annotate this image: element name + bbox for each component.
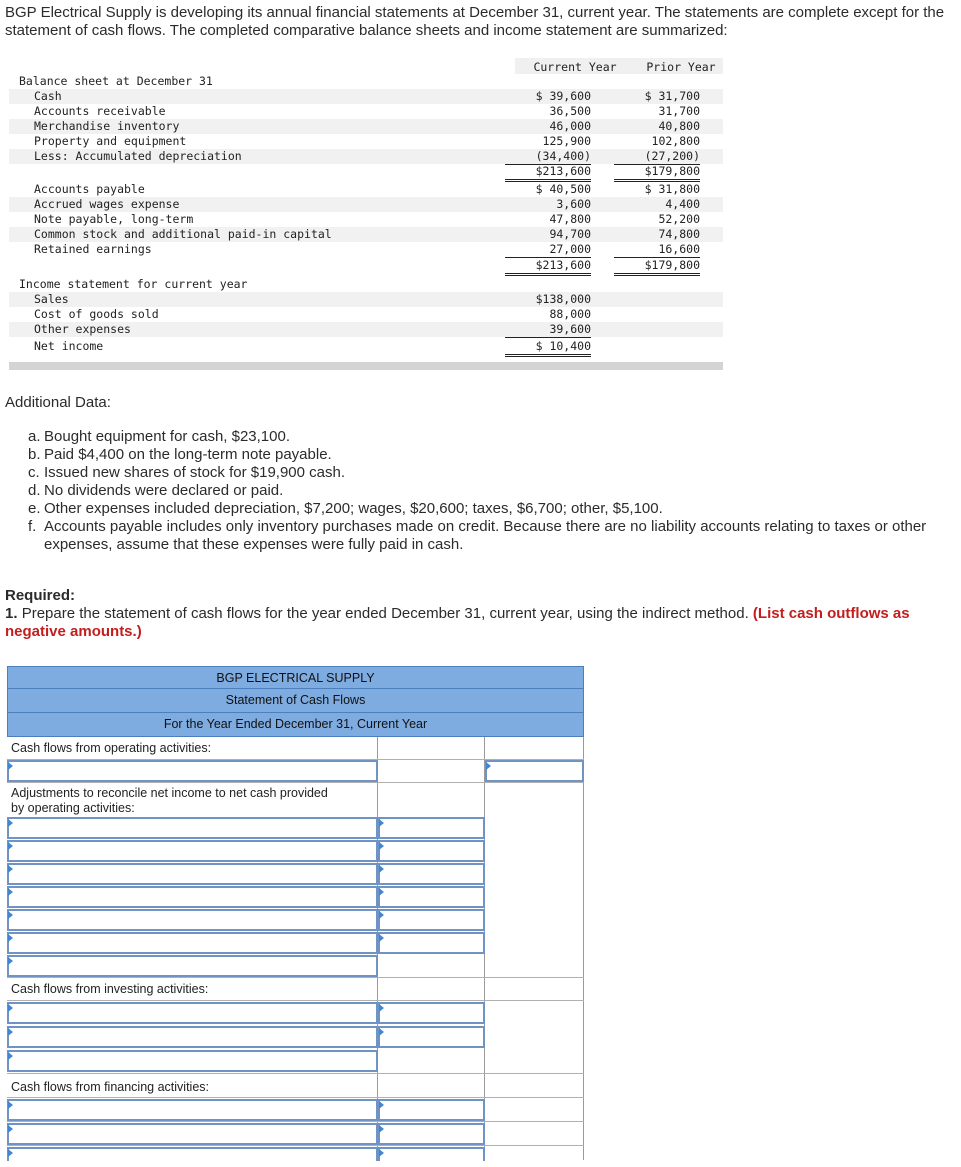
adjustment-label-input[interactable]: [7, 886, 378, 908]
asset-row: Less: Accumulated depreciation (34,400) (27,200): [9, 149, 723, 164]
dropdown-arrow-icon[interactable]: [379, 1004, 384, 1012]
dropdown-arrow-icon[interactable]: [8, 911, 13, 919]
adjustment-amount-input[interactable]: [378, 909, 485, 931]
total-liabilities-row: $213,600 $179,800: [9, 258, 723, 273]
financing-amount-input[interactable]: [378, 1123, 485, 1145]
list-item: f. Accounts payable includes only inventory purchases made on credit. Because there are no liability accounts relating to taxes or other expenses, assume that these expenses were fully paid in cash.: [28, 518, 927, 553]
dropdown-arrow-icon[interactable]: [379, 819, 384, 827]
list-item: a. Bought equipment for cash, $23,100.: [28, 428, 291, 445]
income-row: Other expenses 39,600: [9, 322, 723, 337]
adjustment-amount-input[interactable]: [378, 840, 485, 862]
income-statement-title: Income statement for current year: [19, 277, 248, 291]
liability-row: Note payable, long-term 47,800 52,200: [34, 212, 700, 226]
additional-data-title: Additional Data:: [5, 394, 111, 411]
required-title: Required:: [5, 587, 76, 604]
required-section: [5, 587, 950, 641]
bottom-band: [9, 362, 723, 370]
operating-label: Cash flows from operating activities:: [11, 741, 212, 755]
liability-row: Accounts payable $ 40,500 $ 31,800: [34, 182, 700, 196]
asset-row: Property and equipment 125,900 102,800: [34, 134, 700, 148]
asset-row: Merchandise inventory 46,000 40,800: [9, 119, 723, 134]
dropdown-arrow-icon[interactable]: [8, 842, 13, 850]
adjustment-amount-input[interactable]: [378, 886, 485, 908]
dropdown-arrow-icon[interactable]: [379, 842, 384, 850]
financing-label-input[interactable]: [7, 1147, 378, 1161]
income-row: Sales $138,000: [9, 292, 723, 307]
net-income-row: Net income $ 10,400: [9, 339, 723, 354]
net-income-amount-input[interactable]: [485, 760, 584, 782]
adjustment-label-input[interactable]: [7, 863, 378, 885]
dropdown-arrow-icon[interactable]: [8, 1028, 13, 1036]
additional-data-list: [28, 428, 948, 554]
dropdown-arrow-icon[interactable]: [379, 1125, 384, 1133]
dropdown-arrow-icon[interactable]: [379, 1149, 384, 1157]
dropdown-arrow-icon[interactable]: [8, 1052, 13, 1060]
total-assets-row: $213,600 $179,800: [9, 164, 723, 179]
investing-total-label-input[interactable]: [7, 1050, 378, 1072]
dropdown-arrow-icon[interactable]: [379, 865, 384, 873]
adjustments-label: Adjustments to reconcile net income to net cash provided by operating activities:: [11, 786, 328, 815]
financing-label-input[interactable]: [7, 1123, 378, 1145]
investing-label-input[interactable]: [7, 1026, 378, 1048]
dropdown-arrow-icon[interactable]: [379, 911, 384, 919]
company-name: BGP ELECTRICAL SUPPLY: [7, 666, 584, 689]
asset-row: Accounts receivable 36,500 31,700: [34, 104, 700, 118]
investing-amount-input[interactable]: [378, 1026, 485, 1048]
investing-label: Cash flows from investing activities:: [11, 982, 209, 996]
required-instruction: 1. Prepare the statement of cash flows for the year ended December 31, current year, using the indirect method. (List cash outflows as negative amounts.): [5, 605, 910, 640]
list-item: d. No dividends were declared or paid.: [28, 482, 284, 499]
asset-row: Cash $ 39,600 $ 31,700: [9, 89, 723, 104]
col-prior-year: Prior Year: [646, 60, 716, 74]
statement-period: For the Year Ended December 31, Current Year: [7, 713, 584, 737]
adjustment-label-input[interactable]: [7, 817, 378, 839]
adjustment-label-input[interactable]: [7, 840, 378, 862]
dropdown-arrow-icon[interactable]: [8, 1101, 13, 1109]
dropdown-arrow-icon[interactable]: [8, 819, 13, 827]
adjustment-label-input[interactable]: [7, 932, 378, 954]
cash-flow-statement: [7, 666, 584, 1094]
statement-title: Statement of Cash Flows: [7, 689, 584, 713]
financing-amount-input[interactable]: [378, 1099, 485, 1121]
investing-label-input[interactable]: [7, 1002, 378, 1024]
adjustment-label-input[interactable]: [7, 909, 378, 931]
list-item: c. Issued new shares of stock for $19,900 cash.: [28, 464, 346, 481]
dropdown-arrow-icon[interactable]: [8, 762, 13, 770]
financing-amount-input[interactable]: [378, 1147, 485, 1161]
investing-amount-input[interactable]: [378, 1002, 485, 1024]
financing-label-input[interactable]: [7, 1099, 378, 1121]
dropdown-arrow-icon[interactable]: [8, 888, 13, 896]
dropdown-arrow-icon[interactable]: [379, 888, 384, 896]
col-current-year: Current Year: [533, 60, 617, 74]
list-item: b. Paid $4,400 on the long-term note payable.: [28, 446, 332, 463]
dropdown-arrow-icon[interactable]: [8, 934, 13, 942]
dropdown-arrow-icon[interactable]: [379, 934, 384, 942]
liability-row: Retained earnings 27,000 16,600: [34, 242, 700, 256]
adjustment-amount-input[interactable]: [378, 863, 485, 885]
income-title-row: [9, 277, 723, 292]
dropdown-arrow-icon[interactable]: [8, 1125, 13, 1133]
adjustment-amount-input[interactable]: [378, 932, 485, 954]
dropdown-arrow-icon[interactable]: [486, 762, 491, 770]
problem-intro: BGP Electrical Supply is developing its annual financial statements at December 31, current year. The statements are complete except for the statement of cash flows. The completed comparative balance sheets and income statement are summarized:: [5, 4, 945, 39]
list-item: e. Other expenses included depreciation, $7,200; wages, $20,600; taxes, $6,700; other, $5,100.: [28, 500, 663, 517]
dropdown-arrow-icon[interactable]: [379, 1101, 384, 1109]
dropdown-arrow-icon[interactable]: [8, 1149, 13, 1157]
liability-row: Accrued wages expense 3,600 4,400: [9, 197, 723, 212]
income-row: Cost of goods sold 88,000: [34, 307, 591, 321]
liability-row: Common stock and additional paid-in capital 94,700 74,800: [9, 227, 723, 242]
operating-total-label-input[interactable]: [7, 955, 378, 977]
dropdown-arrow-icon[interactable]: [8, 1004, 13, 1012]
balance-sheet-title-row: [9, 74, 723, 89]
adjustment-amount-input[interactable]: [378, 817, 485, 839]
financing-label: Cash flows from financing activities:: [11, 1080, 209, 1094]
dropdown-arrow-icon[interactable]: [379, 1028, 384, 1036]
required-note: (List cash outflows as negative amounts.): [5, 605, 910, 640]
dropdown-arrow-icon[interactable]: [8, 957, 13, 965]
balance-sheet-title: Balance sheet at December 31: [19, 74, 213, 88]
net-income-label-input[interactable]: [7, 760, 378, 782]
dropdown-arrow-icon[interactable]: [8, 865, 13, 873]
